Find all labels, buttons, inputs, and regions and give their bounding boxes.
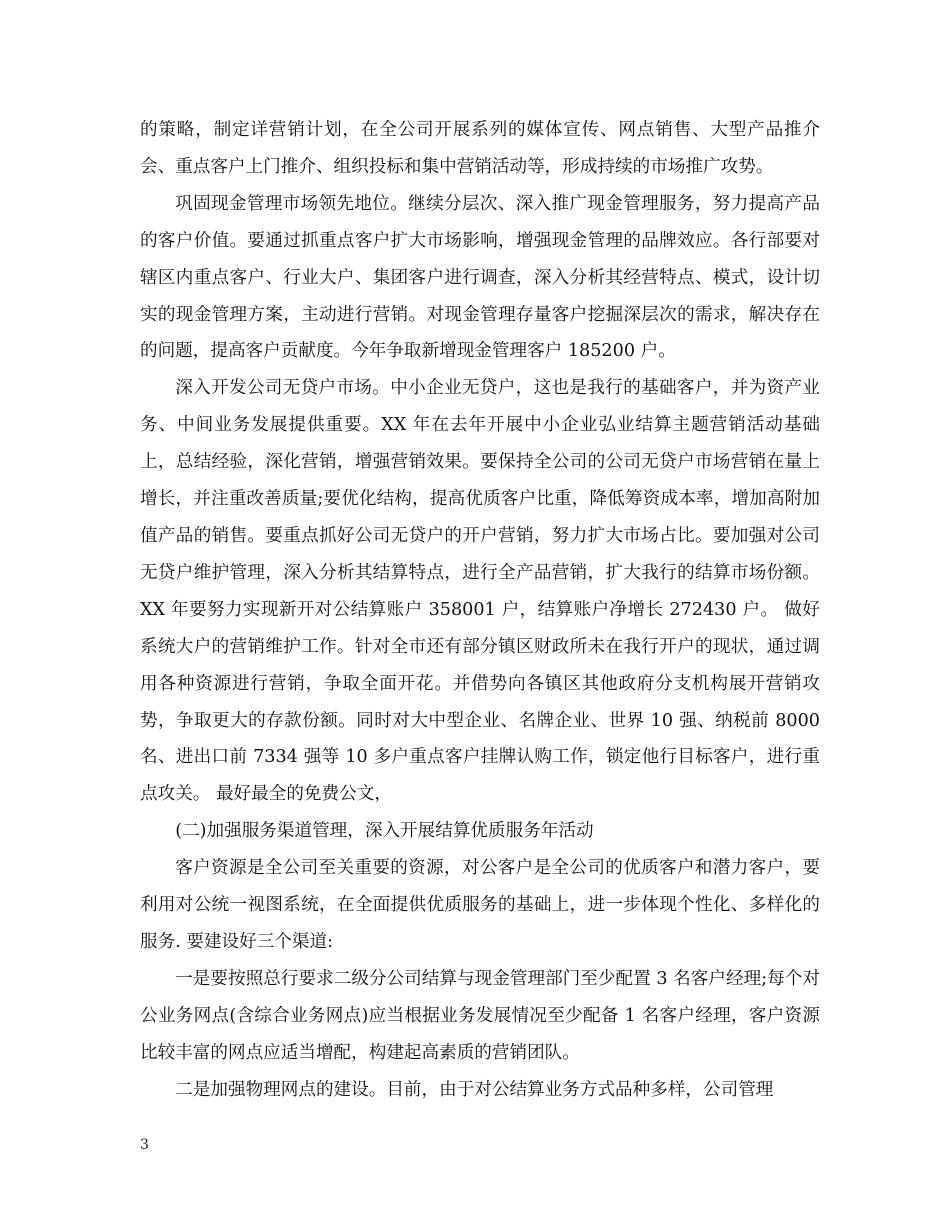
paragraph-channel-two: 二是加强物理网点的建设。目前，由于对公结算业务方式品种多样，公司管理 [175, 1079, 774, 1100]
paragraph-channel-one: 一是要按照总行要求二级分公司结算与现金管理部门至少配置 3 名客户经理;每个对公业务网点(含综合业务网点)应当根据业务发展情况至少配备 1 名客户经理，客户资源比较丰富的网点应适当增配，构建起高素质的营销团队。 [140, 968, 820, 1063]
page-number: 3 [140, 1137, 149, 1153]
section-heading-service-channels: (二)加强服务渠道管理，深入开展结算优质服务年活动 [175, 821, 594, 842]
paragraph-non-loan-clients: 深入开发公司无贷户市场。中小企业无贷户，这也是我行的基础客户，并为资产业务、中间业务发展提供重要。XX 年在去年开展中小企业弘业结算主题营销活动基础上，总结经验，深化营销，增强营销效果。要保持全公司的公司无贷户市场营销在量上增长，并注重改善质量;要优化结构，提高优质客户比重，降低筹资成本率，增加高附加值产品的销售。要重点抓好公司无贷户的开户营销，努力扩大市场占比。要加强对公司无贷户维护管理，深入分析其结算特点，进行全产品营销，扩大我行的结算市场份额。XX 年要努力实现新开对公结算账户 358001 户，结算账户净增长 272430 户。 做好系统大户的营销维护工作。针对全市还有部分镇区财政所未在我行开户的现状，通过调用各种资源进行营销，争取全面开花。并借势向各镇区其他政府分支机构展开营销攻势，争取更大的存款份额。同时对大中型企业、名牌企业、世界 10 强、纳税前 8000 名、进出口前 7334 强等 10 多户重点客户挂牌认购工作，锁定他行目标客户，进行重点攻关。 最好最全的免费公文， [140, 378, 820, 805]
paragraph-client-resources: 客户资源是全公司至关重要的资源，对公客户是全公司的优质客户和潜力客户，要利用对公统一视图系统，在全面提供优质服务的基础上，进一步体现个性化、多样化的服务. 要建设好三个渠道: [140, 858, 820, 952]
paragraph-cash-management: 巩固现金管理市场领先地位。继续分层次、深入推广现金管理服务，努力提高产品的客户价值。要通过抓重点客户扩大市场影响，增强现金管理的品牌效应。各行部要对辖区内重点客户、行业大户、集团客户进行调查，深入分析其经营特点、模式，设计切实的现金管理方案，主动进行营销。对现金管理存量客户挖掘深层次的需求，解决存在的问题，提高客户贡献度。今年争取新增现金管理客户 185200 户。 [140, 193, 820, 362]
paragraph-continuation: 的策略，制定详营销计划，在全公司开展系列的媒体宣传、网点销售、大型产品推介会、重点客户上门推介、组织投标和集中营销活动等，形成持续的市场推广攻势。 [140, 120, 820, 177]
document-body [140, 112, 820, 1108]
